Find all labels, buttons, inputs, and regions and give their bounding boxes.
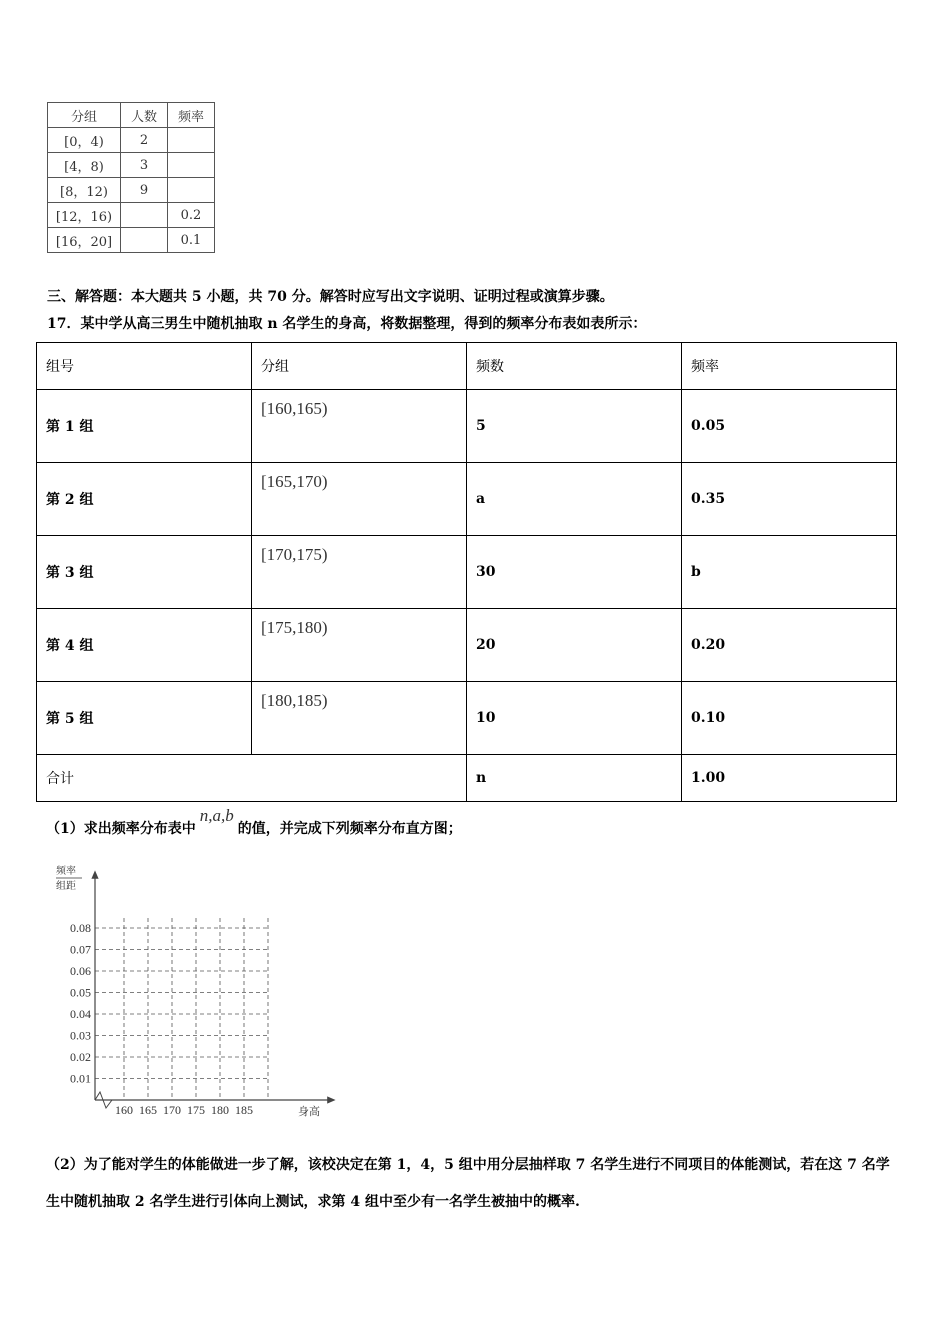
table-row <box>37 609 897 682</box>
frequency-cell: 0.05 <box>682 390 897 463</box>
y-tick-label: 0.07 <box>70 942 91 957</box>
interval-cell: [160,165) <box>252 390 467 463</box>
small-table-cell: [0，4) <box>48 128 121 153</box>
problem-intro: 17．某中学从高三男生中随机抽取 n 名学生的身高，将数据整理，得到的频率分布表如表所示： <box>47 316 647 332</box>
small-table-cell: 0.1 <box>168 228 215 253</box>
header-count: 频数 <box>467 343 682 390</box>
x-tick-labels <box>115 1103 253 1117</box>
y-axis-label-top: 频率 <box>56 866 76 877</box>
small-table-row <box>48 178 215 203</box>
total-count: n <box>467 755 682 802</box>
small-table-cell: 3 <box>121 153 168 178</box>
y-tick-label: 0.05 <box>70 985 91 1000</box>
small-table-cell <box>168 128 215 153</box>
y-tick-label: 0.02 <box>70 1050 91 1064</box>
small-table-cell: [12，16) <box>48 203 121 228</box>
count-cell: 30 <box>467 536 682 609</box>
x-tick-label: 180 <box>211 1103 229 1117</box>
table-row <box>37 390 897 463</box>
x-tick-label: 175 <box>187 1103 205 1117</box>
question-1-variables: n,a,b <box>199 806 234 825</box>
small-table-cell: 0.2 <box>168 203 215 228</box>
frequency-cell: 0.35 <box>682 463 897 536</box>
x-tick-label: 170 <box>163 1103 181 1117</box>
count-cell: 5 <box>467 390 682 463</box>
small-table-cell: 2 <box>121 128 168 153</box>
question-2: （2）为了能对学生的体能做进一步了解，该校决定在第 1，4，5 组中用分层抽样取 7 名学生进行不同项目的体能测试，若在这 7 名学生中随机抽取 2 名学生进行引体向上测试，求第 4 组中至少有一名学生被抽中的概率. <box>46 1157 890 1210</box>
small-table-cell: 9 <box>121 178 168 203</box>
question-1-prefix: （1）求出频率分布表中 <box>46 821 196 837</box>
grid-lines <box>95 918 268 1100</box>
header-frequency: 频率 <box>682 343 897 390</box>
interval-cell: [175,180) <box>252 609 467 682</box>
small-table-cell <box>168 153 215 178</box>
interval-cell: [170,175) <box>252 536 467 609</box>
group-cell: 第 5 组 <box>37 682 252 755</box>
count-cell: a <box>467 463 682 536</box>
x-tick-label: 185 <box>235 1103 253 1117</box>
small-table-cell <box>168 178 215 203</box>
x-tick-label: 165 <box>139 1103 157 1117</box>
small-table-cell <box>121 203 168 228</box>
count-cell: 10 <box>467 682 682 755</box>
small-table-cell: [16，20] <box>48 228 121 253</box>
table-row <box>37 682 897 755</box>
header-group-number: 组号 <box>37 343 252 390</box>
small-table-header-row <box>48 103 215 128</box>
frequency-cell: b <box>682 536 897 609</box>
small-table-cell <box>121 228 168 253</box>
question-1-suffix: 的值，并完成下列频率分布直方图； <box>237 821 462 837</box>
count-cell: 20 <box>467 609 682 682</box>
small-table-header: 分组 <box>48 103 121 128</box>
group-cell: 第 1 组 <box>37 390 252 463</box>
small-table-row <box>48 128 215 153</box>
small-table-row <box>48 203 215 228</box>
small-table-row <box>48 153 215 178</box>
frequency-histogram-grid <box>40 860 340 1122</box>
small-table-header: 频率 <box>168 103 215 128</box>
y-tick-label: 0.04 <box>70 1007 91 1021</box>
y-tick-labels <box>70 921 91 1086</box>
group-cell: 第 2 组 <box>37 463 252 536</box>
small-table-row <box>48 228 215 253</box>
table-header-row <box>37 343 897 390</box>
group-cell: 第 4 组 <box>37 609 252 682</box>
frequency-cell: 0.20 <box>682 609 897 682</box>
question-1 <box>46 806 462 838</box>
y-tick-label: 0.01 <box>70 1071 91 1086</box>
total-label: 合计 <box>37 755 467 802</box>
group-cell: 第 3 组 <box>37 536 252 609</box>
table-total-row <box>37 755 897 802</box>
x-tick-label: 160 <box>115 1103 133 1117</box>
small-frequency-table <box>47 102 215 253</box>
x-axis-label: 身高 <box>298 1106 320 1118</box>
frequency-cell: 0.10 <box>682 682 897 755</box>
section-heading: 三、解答题：本大题共 5 小题，共 70 分。解答时应写出文字说明、证明过程或演算步骤。 <box>47 289 614 305</box>
small-table-header: 人数 <box>121 103 168 128</box>
interval-cell: [165,170) <box>252 463 467 536</box>
y-axis-label-bottom: 组距 <box>56 881 76 892</box>
frequency-distribution-table <box>36 342 897 802</box>
y-tick-label: 0.08 <box>70 921 91 935</box>
y-tick-label: 0.06 <box>70 964 91 978</box>
interval-cell: [180,185) <box>252 682 467 755</box>
total-frequency: 1.00 <box>682 755 897 802</box>
small-table-cell: [8，12) <box>48 178 121 203</box>
table-row <box>37 536 897 609</box>
y-tick-label: 0.03 <box>70 1028 91 1043</box>
small-table-cell: [4，8) <box>48 153 121 178</box>
header-interval: 分组 <box>252 343 467 390</box>
table-row <box>37 463 897 536</box>
